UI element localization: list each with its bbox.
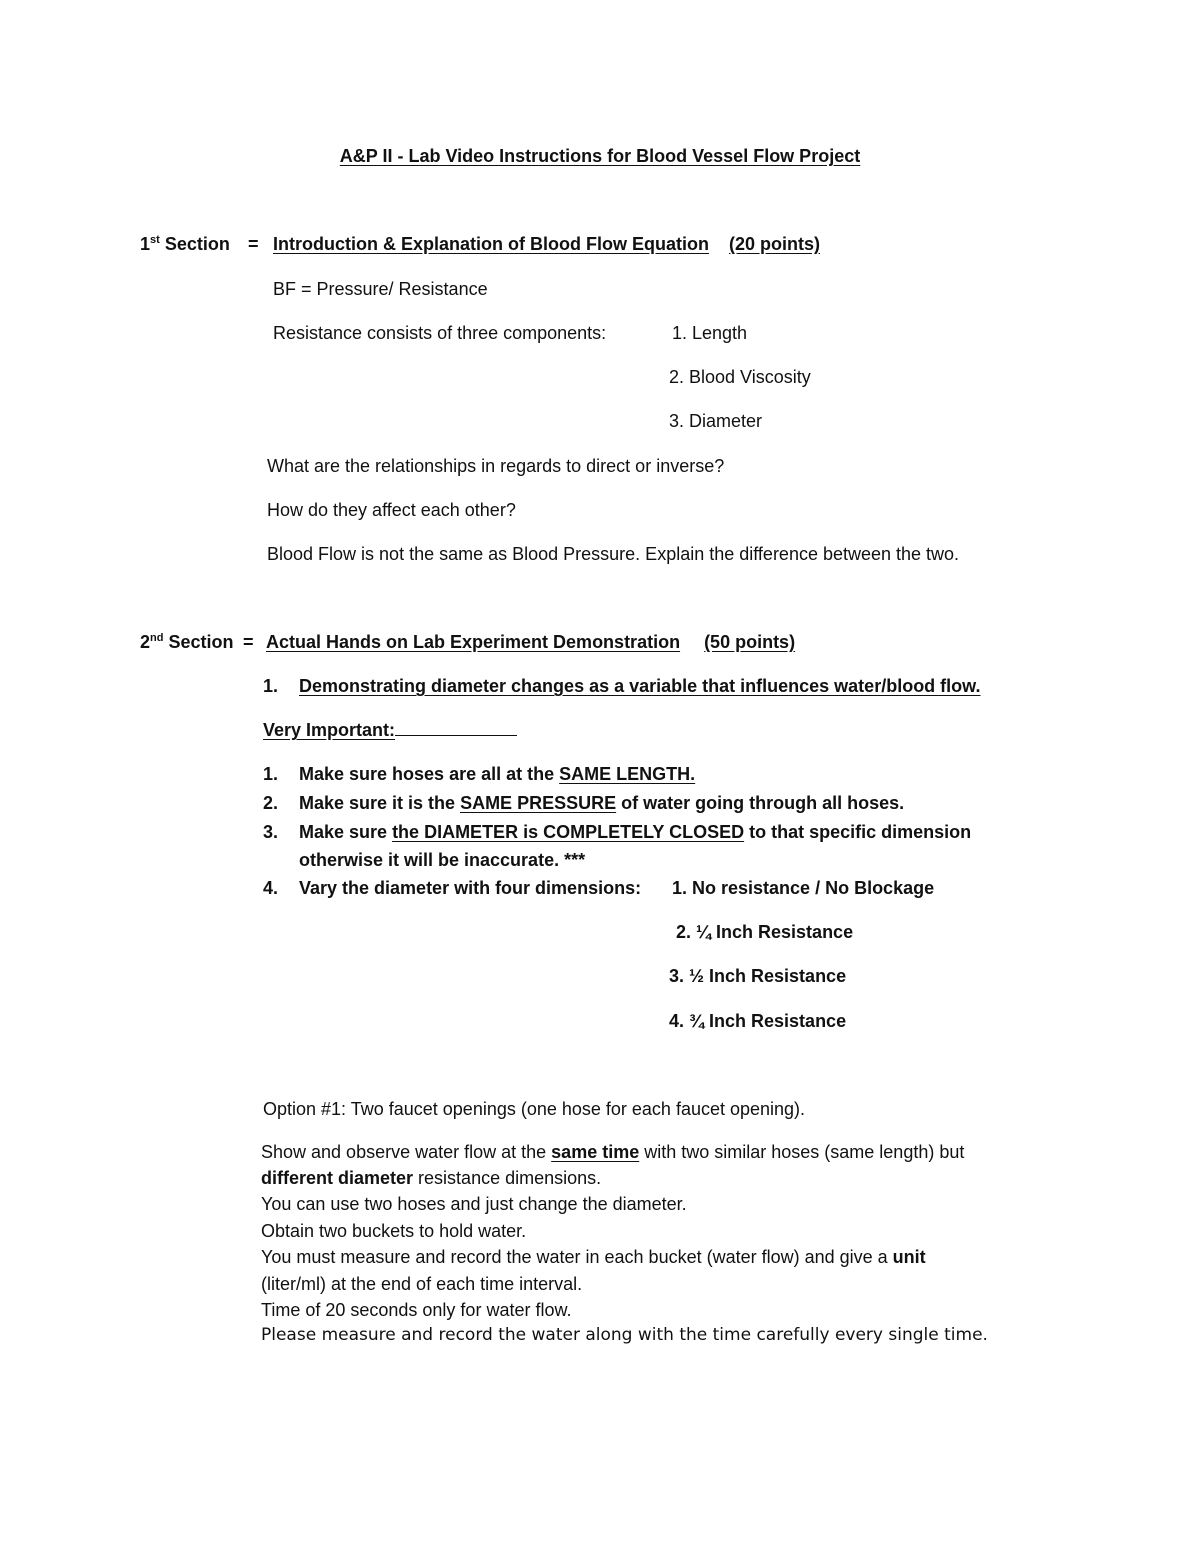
bf-equation: BF = Pressure/ Resistance — [273, 279, 488, 299]
question-difference: Blood Flow is not the same as Blood Pressure. Explain the difference between the two. — [267, 544, 960, 564]
rule-1-number: 1. — [263, 764, 279, 784]
option-1-line-5 — [261, 1246, 926, 1268]
rule-2 — [299, 792, 904, 814]
rule-3-text-b: to that specific dimension — [744, 822, 972, 842]
dimension-2: 2. ¼ Inch Resistance — [676, 922, 854, 942]
option-1-line-8: Please measure and record the water along with the time carefully every single time. — [261, 1325, 988, 1345]
option-1-line-1-b: with two similar hoses (same length) but — [639, 1142, 965, 1162]
section-1-heading — [140, 233, 230, 255]
option-1-line-2-a: resistance dimensions. — [413, 1168, 602, 1188]
section-1-title — [273, 233, 820, 255]
very-important-blank — [395, 735, 517, 736]
component-length: 1. Length — [672, 323, 748, 343]
resistance-intro: Resistance consists of three components: — [273, 323, 607, 343]
dimension-3: 3. ½ Inch Resistance — [669, 966, 847, 986]
rule-3 — [299, 821, 971, 843]
very-important-heading — [263, 719, 517, 741]
option-1-same-time: same time — [551, 1142, 640, 1162]
section-2-ordinal: nd — [150, 632, 164, 644]
page-title: A&P II - Lab Video Instructions for Blood Vessel Flow Project — [339, 146, 861, 166]
item-1-text: Demonstrating diameter changes as a variable that influences water/blood flow. — [299, 676, 981, 696]
option-1-line-1-a: Show and observe water flow at the — [261, 1142, 552, 1162]
rule-4-number: 4. — [263, 878, 279, 898]
rule-3-emphasis: the DIAMETER is COMPLETELY CLOSED — [392, 822, 745, 842]
section-2-heading — [140, 631, 234, 653]
rule-1 — [299, 763, 695, 785]
option-1-line-4: Obtain two buckets to hold water. — [261, 1221, 527, 1241]
component-viscosity: 2. Blood Viscosity — [669, 367, 811, 387]
section-1-title-text: Introduction & Explanation of Blood Flow Equation — [273, 234, 709, 254]
rule-3-text-a: Make sure — [299, 822, 393, 842]
component-diameter: 3. Diameter — [669, 411, 763, 431]
question-affect: How do they affect each other? — [267, 500, 516, 520]
rule-3-continuation: otherwise it will be inaccurate. *** — [299, 850, 586, 870]
section-2-label: Section — [168, 632, 234, 652]
question-relationships: What are the relationships in regards to direct or inverse? — [267, 456, 725, 476]
rule-4-text: Vary the diameter with four dimensions: — [299, 878, 642, 898]
section-2-title-text: Actual Hands on Lab Experiment Demonstration — [266, 632, 681, 652]
rule-2-text-a: Make sure it is the — [299, 793, 461, 813]
option-1-unit: unit — [892, 1247, 926, 1267]
section-1-points: (20 points) — [728, 234, 820, 254]
section-1-ordinal: st — [150, 234, 160, 246]
option-1-line-2 — [261, 1167, 601, 1189]
rule-3-number: 3. — [263, 822, 279, 842]
item-1-number: 1. — [263, 676, 279, 696]
option-1-line-5-a: You must measure and record the water in each bucket (water flow) and give a — [261, 1247, 893, 1267]
section-2-equals: = — [243, 632, 254, 652]
section-2-title — [266, 631, 795, 653]
section-1-equals: = — [248, 234, 259, 254]
rule-1-emphasis: SAME LENGTH. — [559, 764, 696, 784]
section-2-number: 2 — [140, 632, 151, 652]
very-important-label: Very Important: — [263, 720, 396, 740]
rule-2-text-b: of water going through all hoses. — [616, 793, 905, 813]
option-1-line-7: Time of 20 seconds only for water flow. — [261, 1300, 572, 1320]
option-1-line-3: You can use two hoses and just change the diameter. — [261, 1194, 687, 1214]
option-1-line-6: (liter/ml) at the end of each time interval. — [261, 1274, 583, 1294]
option-1-line-1 — [261, 1141, 964, 1163]
dimension-1: 1. No resistance / No Blockage — [672, 878, 935, 898]
rule-1-text: Make sure hoses are all at the — [299, 764, 560, 784]
section-2-points: (50 points) — [704, 632, 796, 652]
rule-2-emphasis: SAME PRESSURE — [460, 793, 617, 813]
option-1-title: Option #1: Two faucet openings (one hose for each faucet opening). — [263, 1099, 806, 1119]
dimension-4: 4. ¾ Inch Resistance — [669, 1011, 847, 1031]
option-1-different-diameter: different diameter — [261, 1168, 414, 1188]
section-1-label: Section — [164, 234, 230, 254]
section-1-number: 1 — [140, 234, 151, 254]
rule-2-number: 2. — [263, 793, 279, 813]
